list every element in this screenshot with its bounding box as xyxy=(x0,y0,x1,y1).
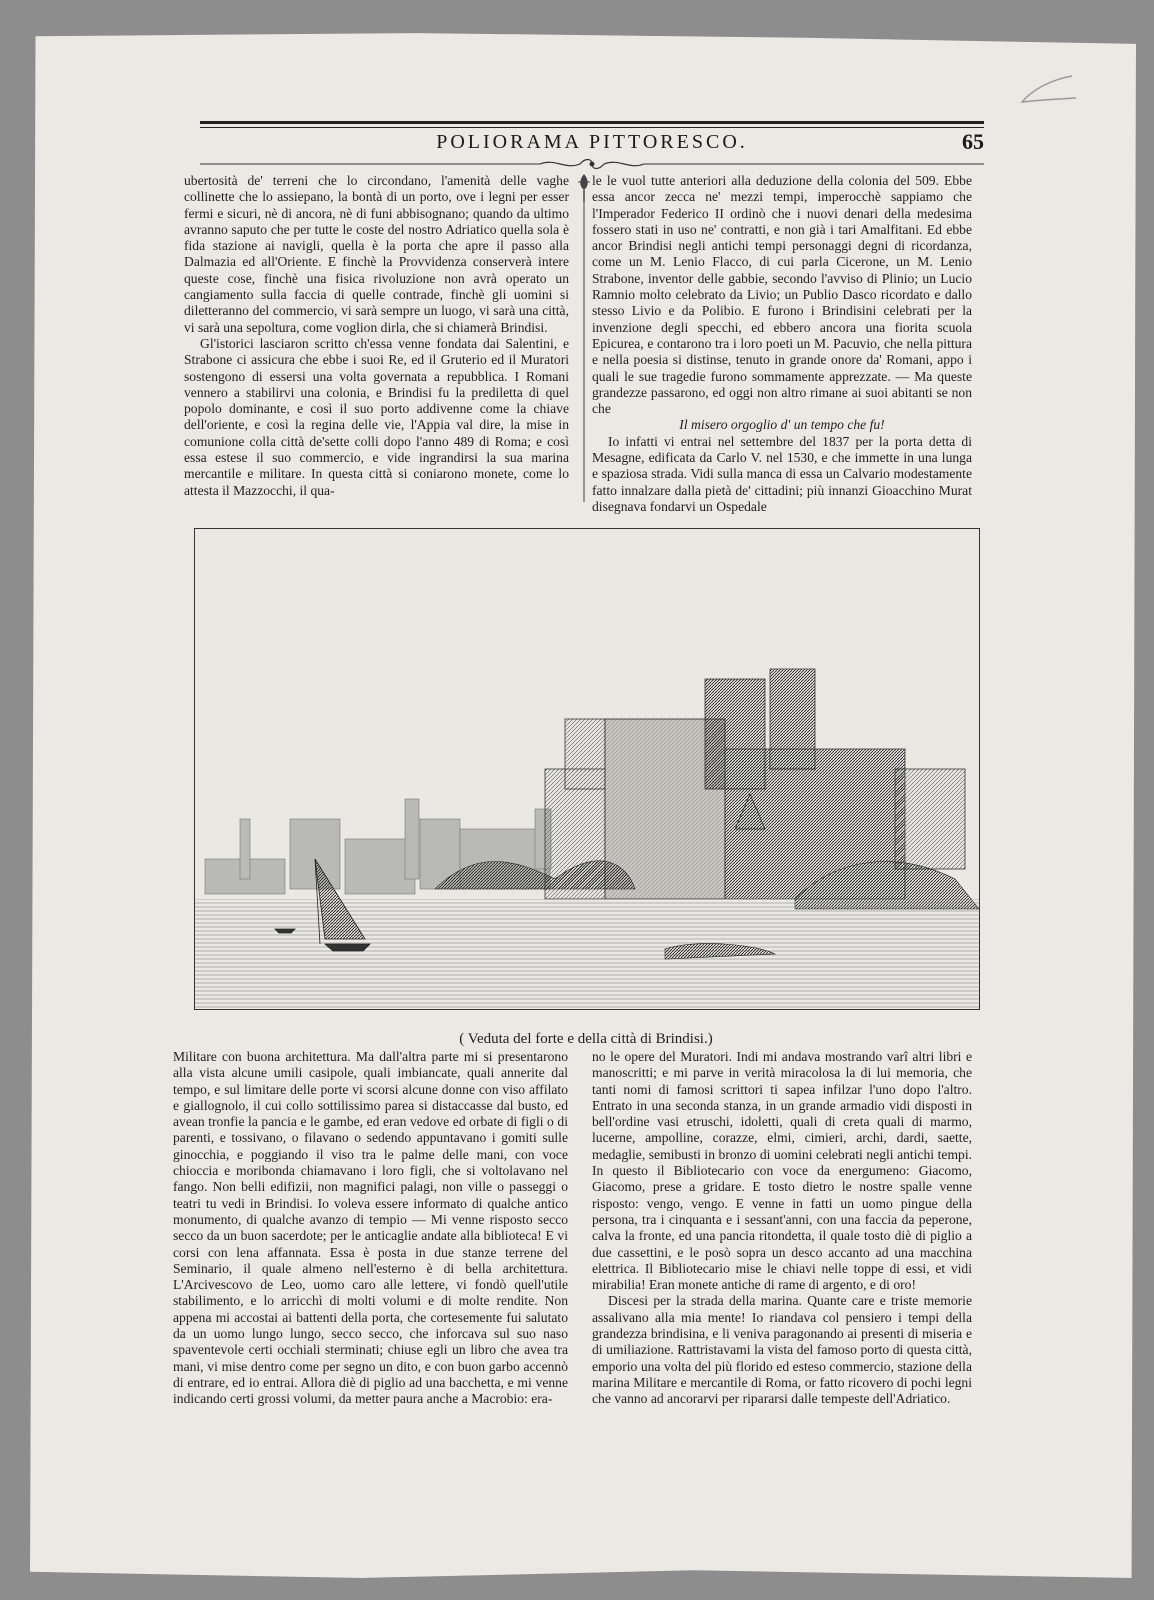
column-top-left xyxy=(184,173,569,499)
paragraph: Io infatti vi entrai nel settembre del 1837 per la porta detta di Mesagne, edificata da Carlo V. nel 1530, e che immette in una lunga e spaziosa strada. Vidi sulla manca di essa un Calvario modestamente fatto innalzare dalla pietà de' cittadini; più innanzi Gioacchino Murat disegnava fondarvi un Ospedale xyxy=(592,433,972,514)
paragraph: le le vuol tutte anteriori alla deduzione della colonia del 509. Ebbe essa ancor zecca ne' mezzi tempi, imperocchè sappiamo che l'Imperador Federico II ordinò che i nuovi denari della medesima fossero stati in uso ne' contratti, e non già i tari Amalfitani. Ed ebbe ancor Brindisi negli antichi tempi personaggi degni di ricordanza, come un M. Lenio Flacco, di cui parla Cicerone, un M. Lenio Strabone, inventor delle gabbie, secondo l'avviso di Plinio; un Lucio Ramnio molto celebrato da Livio; un Publio Dasco ricordato e dallo stesso Livio e da Polibio. E furono i Brindisini celebrati per la invenzione degli specchi, ed ebbero ancora una fiorita scuola Epicurea, e contarono tra i loro poeti un M. Pacuvio, che nella pittura e nella poesia si distinse, tenuto in grande onore da' Romani, appo i quali le sue tragedie furono sommamente apprezzate. — Ma queste grandezze passarono, ed oggi non altro rimane ai suoi abitanti se non che xyxy=(592,173,972,417)
page-number: 65 xyxy=(962,129,984,154)
paragraph: Discesi per la strada della marina. Quante care e triste memorie assalivano alla mia mente! Io riandava col pensiero i tempi della grandezza brindisina, e li veniva paragonando ai presenti di miseria e di umiliazione. Rattristavami la vista del famoso porto di questa città, emporio una volta del più florido ed esteso commercio, stazione della marina Militare e mercantile di Roma, or fatto ricovero di pochi legni che vanno ad ancorarvi per ripararsi dalle tempeste dell'Adriatico. xyxy=(592,1293,972,1407)
header-rule-thin xyxy=(200,127,984,128)
figure-caption: ( Veduta del forte e della città di Brindisi.) xyxy=(459,1031,713,1047)
paragraph: ubertosità de' terreni che lo circondano, l'amenità delle vaghe collinette che lo assiepano, la bontà di un porto, ove i legni per esser fermi e sicuri, nè di ancora, nè di funi abbisognano; quando da ultimo avranno saputo che per tutte le coste del nostro Adriatico quella sola è fida stazione ai navigli, quella è la porta che apre il passo alla Dalmazia ed all'Oriente. E finchè la Provvidenza conserverà intere queste cose, finchè una fisica rivoluzione non avrà operato un cangiamento sulla faccia di quelle contrade, finchè gli uomini si diletteranno del commercio, vi sarà sempre un luogo, vi sarà una città, vi sarà una sepoltura, come voglion dirla, che si chiamerà Brindisi. xyxy=(184,173,569,335)
brindisi-fort-engraving xyxy=(195,529,979,1009)
verse-quote: Il misero orgoglio d' un tempo che fu! xyxy=(679,417,885,433)
paragraph: no le opere del Muratori. Indi mi andava mostrando varî altri libri e manoscritti; e mi parve in verità miracolosa la di lui memoria, che tanti nomi di famosi scrittori ti sapea infilzar l'uno dopo l'altro. Entrato in una seconda stanza, in un grande armadio vidi disposti in bell'ordine vasi etruschi, idoletti, quali di creta quali di marmo, lucerne, ampolline, corazze, elmi, cimieri, archi, dardi, saette, medaglie, semibusti in bronzo di uomini celebrati negli antichi tempi. In questo il Bibliotecario con voce da energumeno: Giacomo, Giacomo, prese a gridare. E tosto dietro le nostre spalle venne risposto: vengo, vengo. E venne in fatti un uomo pingue della persona, tra i cinquanta e i sessant'anni, con una faccia da peperone, calva la fronte, ed una pancia ritondetta, il quale tosto diè di piglio a due cassettini, e le posò sopra un desco accanto ad una macchina elettrica. Il Bibliotecario mise le chiavi nelle toppe di essi, et vidi mirabilia! Eran monete antiche di rame di argento, e di oro! xyxy=(592,1049,972,1293)
running-title: POLIORAMA PITTORESCO. xyxy=(436,131,748,153)
column-divider xyxy=(577,172,591,502)
pencil-mark xyxy=(1010,68,1080,118)
paragraph: Militare con buona architettura. Ma dall'altra parte mi si presentarono alla vista alcune umili casipole, quali imbiancate, quali annerite dal tempo, e sul limitare delle porte vi scorsi alcune donne con viso affilato e giallognolo, il cui collo sottilissimo parea si distaccasse dal busto, ed avean tronfie la pancia e le gambe, ed eran vedove ed orbate di figli o di parenti, e tossivano, o filavano o sedendo appuntavano i gomiti sulle ginocchia, e poggiando il viso tra le palme delle mani, con voce chioccia e moribonda chiamavano i loro figli, che si voltolavano nel fango. Non belli edifizii, non magnifici palagi, non ville o passeggi o teatri tu vedi in Brindisi. Io voleva essere informato di qualche antico monumento, di qualche avanzo di tempio — Mi venne risposto secco secco da un buon sacerdote; per le anticaglie andate alla biblioteca! E vi corsi con lena affannata. Essa è posta in due stanze terrene del Seminario, il quale almeno nell'esterno è di bella architettura. L'Arcivescovo de Leo, uomo caro alle lettere, vi fondò quell'utile stabilimento, e lo arricchì di molti volumi e di molte rendite. Non appena mi accostai ai battenti della porta, che cortesemente fui salutato da un uomo lungo lungo, secco secco, che inforcava sul suo naso spaventevole certi occhiali sterminati; chiuse egli un libro che avea tra mani, vi mise dentro come per segno un dito, e con buon garbo accennò di entrare, ed io entrai. Allora diè di piglio ad una bacchetta, e mi venne indicando certi grossi volumi, da metter paura anche a Macrobio: era- xyxy=(173,1049,568,1407)
column-bottom-right xyxy=(592,1049,972,1408)
header-ornament xyxy=(200,158,984,170)
engraving-illustration xyxy=(194,528,980,1010)
column-bottom-left xyxy=(173,1049,568,1408)
paragraph: Gl'istorici lasciaron scritto ch'essa venne fondata dai Salentini, e Strabone ci assicura che ebbe i suoi Re, ed il Gruterio ed il Muratori sostengono di essersi una volta governata a repubblica. I Romani vennero a stabilirvi una colonia, e Brindisi fu la prediletta di quel popolo dominante, e così il suo porto addivenne come la chiave dell'oriente, e così la regina delle vie, l'Appia val dire, la mise in comunione colla città de'sette colli dopo l'anno 489 di Roma; e così essa estese il suo commercio, e vide ingrandirsi la sua marina mercantile e militare. In questa città si coniarono monete, come lo attesta il Mazzocchi, il qua- xyxy=(184,335,569,498)
header-rule xyxy=(200,121,984,124)
column-top-right xyxy=(592,173,972,515)
